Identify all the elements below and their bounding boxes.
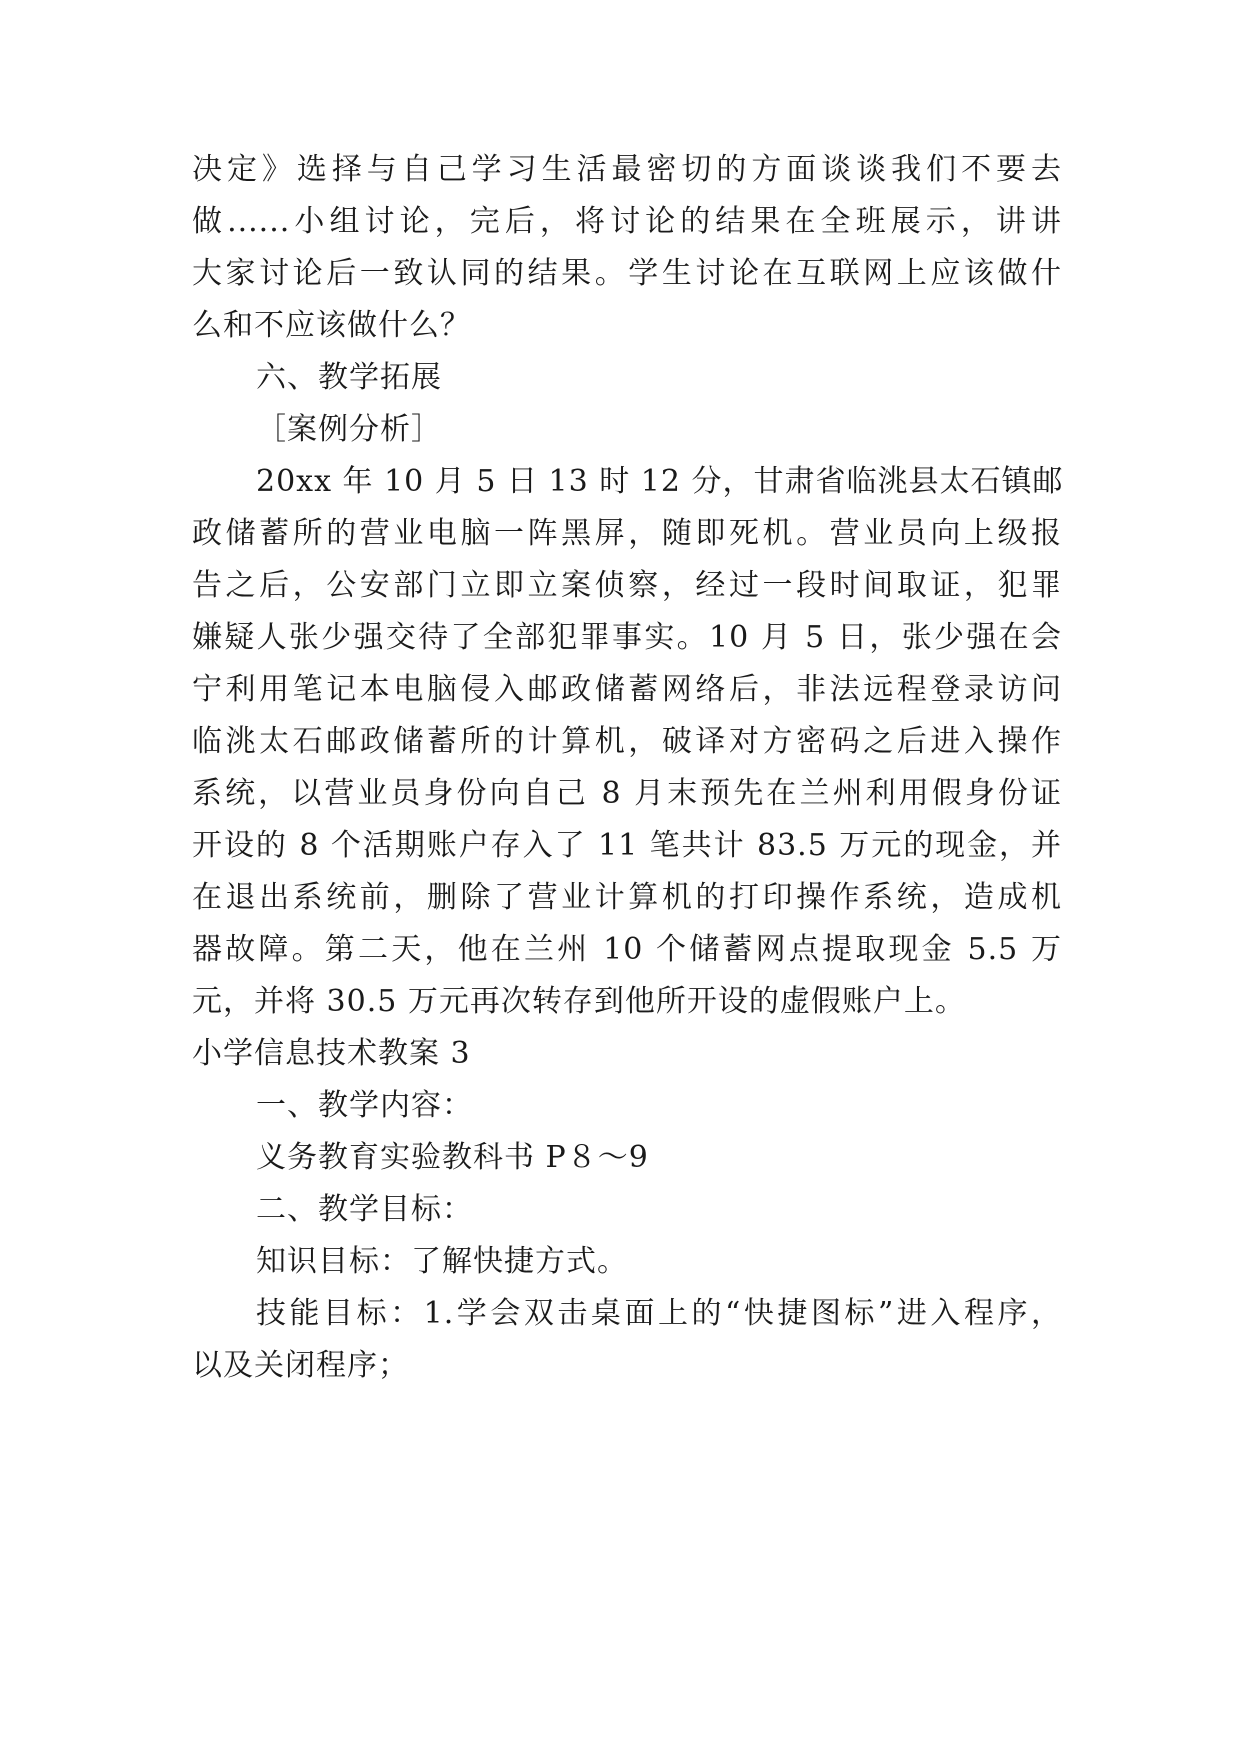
body-text-line: 嫌疑人张少强交待了全部犯罪事实。10 月 5 日，张少强在会	[192, 620, 1062, 655]
body-text-line: 以及关闭程序；	[192, 1348, 409, 1383]
body-text-line: 政储蓄所的营业电脑一阵黑屏，随即死机。营业员向上级报	[192, 516, 1062, 551]
body-text-line: 在退出系统前，删除了营业计算机的打印操作系统，造成机	[192, 880, 1062, 915]
body-text-line: 元，并将 30.5 万元再次转存到他所开设的虚假账户上。	[192, 984, 966, 1019]
section-heading: 二、教学目标：	[256, 1192, 473, 1227]
body-text-line: 系统，以营业员身份向自己 8 月末预先在兰州利用假身份证	[192, 776, 1062, 811]
body-text-line: 开设的 8 个活期账户存入了 11 笔共计 83.5 万元的现金，并	[192, 828, 1062, 863]
body-text-line: 宁利用笔记本电脑侵入邮政储蓄网络后，非法远程登录访问	[192, 672, 1062, 707]
body-text-line: 做......小组讨论，完后，将讨论的结果在全班展示，讲讲	[192, 204, 1062, 239]
body-text-line: 知识目标：了解快捷方式。	[256, 1244, 628, 1279]
body-text-line: 告之后，公安部门立即立案侦察，经过一段时间取证，犯罪	[192, 568, 1062, 603]
body-text-line: 大家讨论后一致认同的结果。学生讨论在互联网上应该做什	[192, 256, 1062, 291]
body-text-line: 20xx 年 10 月 5 日 13 时 12 分，甘肃省临洮县太石镇邮	[256, 464, 1064, 499]
section-heading: 六、教学拓展	[256, 360, 442, 395]
body-text-line: 么和不应该做什么？	[192, 308, 471, 343]
body-text-line: 技能目标：1.学会双击桌面上的“快捷图标”进入程序，	[256, 1296, 1062, 1331]
section-heading: 一、教学内容：	[256, 1088, 473, 1123]
body-text-line: 临洮太石邮政储蓄所的计算机，破译对方密码之后进入操作	[192, 724, 1062, 759]
case-analysis-label: ［案例分析］	[256, 412, 442, 447]
lesson-title: 小学信息技术教案 3	[192, 1036, 471, 1071]
body-text-line: 义务教育实验教科书 P８～9	[256, 1140, 649, 1175]
body-text-line: 决定》选择与自己学习生活最密切的方面谈谈我们不要去	[192, 152, 1062, 187]
body-text-line: 器故障。第二天，他在兰州 10 个储蓄网点提取现金 5.5 万	[192, 932, 1062, 967]
